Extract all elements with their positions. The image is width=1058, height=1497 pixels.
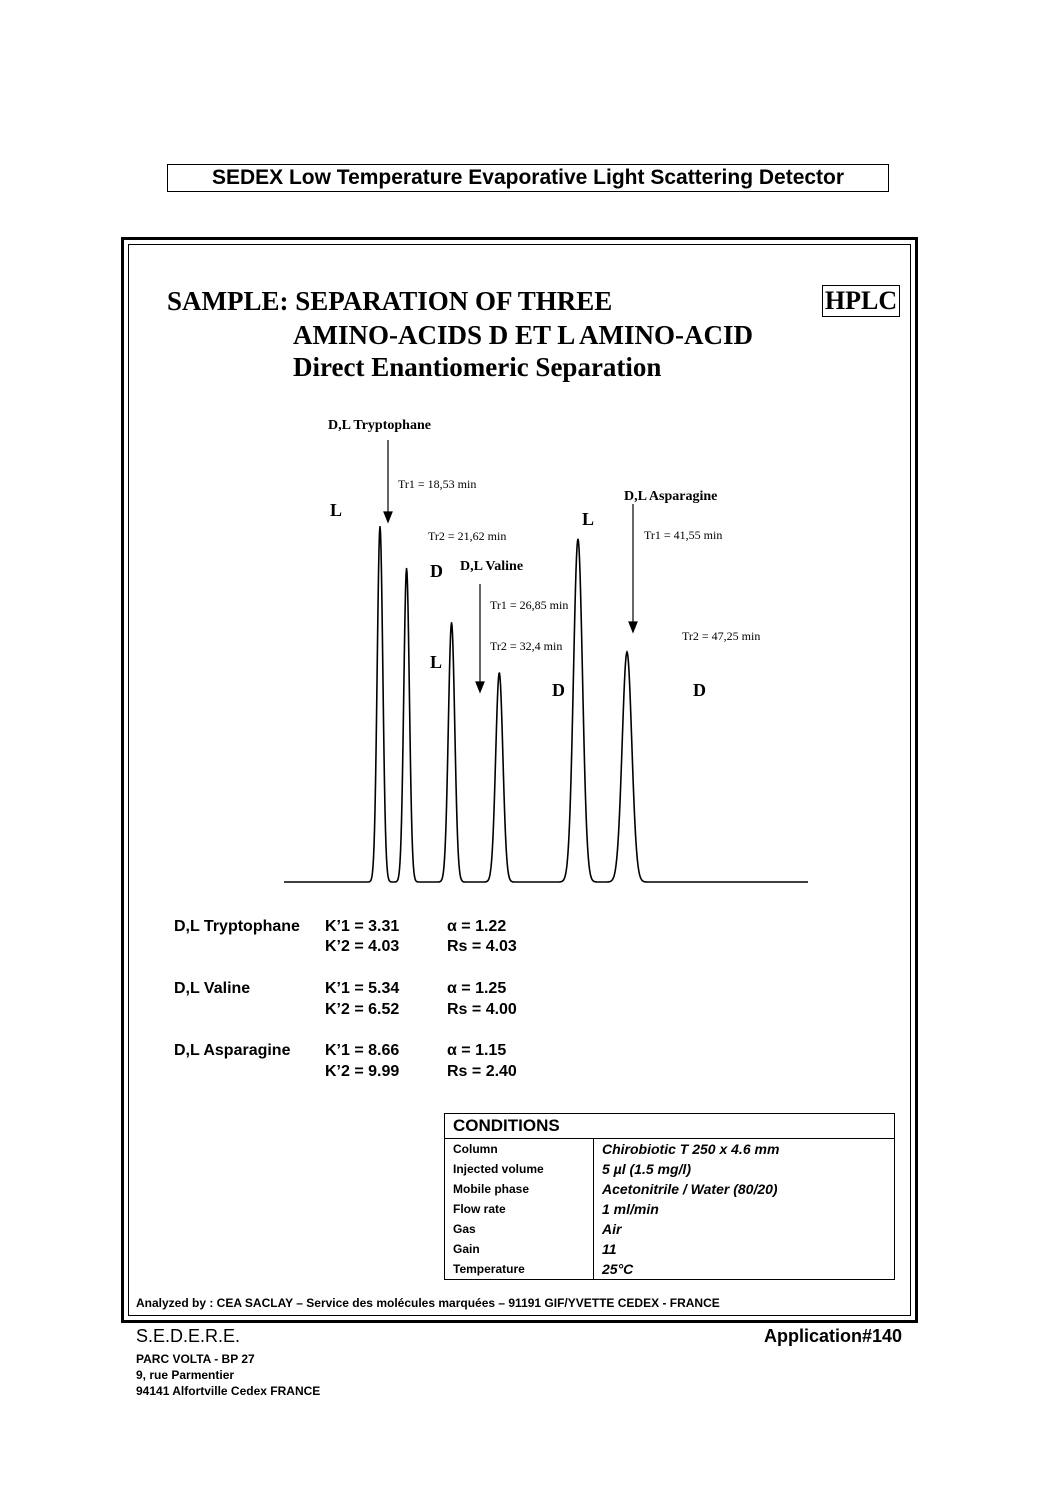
- result-rs: Rs = 4.03: [447, 938, 517, 955]
- asp-L-label: L: [582, 509, 595, 529]
- condition-value: Chirobiotic T 250 x 4.6 mm: [594, 1139, 895, 1160]
- table-row: [445, 1259, 895, 1280]
- result-k2: K’2 = 6.52: [325, 1001, 400, 1018]
- table-row: [445, 1219, 895, 1239]
- result-alpha: α = 1.15: [447, 1042, 507, 1059]
- peak-apex: [626, 651, 628, 653]
- asp-arrow-head: [629, 622, 637, 632]
- table-row: [445, 1239, 895, 1259]
- result-k2: K’2 = 4.03: [325, 938, 400, 955]
- val-D-label: D: [552, 680, 565, 700]
- result-k1: K’1 = 8.66: [325, 1042, 400, 1059]
- title-line-2: AMINO-ACIDS D ET L AMINO-ACID: [293, 320, 754, 350]
- condition-label: Column: [453, 1142, 498, 1156]
- peak-apex: [379, 526, 381, 528]
- analyzed-by: Analyzed by : CEA SACLAY – Service des molécules marquées – 91191 GIF/YVETTE CEDEX - FRANCE: [136, 1296, 720, 1310]
- hplc-badge: HPLC: [822, 285, 900, 317]
- condition-label: Mobile phase: [453, 1182, 530, 1196]
- asp-D-label: D: [693, 680, 706, 700]
- company-name: S.E.D.E.R.E.: [136, 1326, 241, 1346]
- condition-value: 11: [594, 1239, 895, 1259]
- result-name: D,L Asparagine: [174, 1042, 291, 1059]
- table-row: [445, 1199, 895, 1219]
- condition-label: Gain: [453, 1242, 480, 1256]
- val-name-label: D,L Valine: [460, 559, 524, 574]
- condition-value: 5 µl (1.5 mg/l): [594, 1159, 895, 1179]
- trp-arrow-head: [384, 512, 392, 522]
- val-L-label: L: [430, 652, 443, 672]
- chromatogram: [280, 404, 820, 894]
- result-alpha: α = 1.25: [447, 980, 507, 997]
- title-line-1: SAMPLE: SEPARATION OF THREE: [167, 286, 613, 316]
- result-k2: K’2 = 9.99: [325, 1063, 400, 1080]
- conditions-heading: CONDITIONS: [445, 1114, 895, 1139]
- asp-tr1-label: Tr1 = 41,55 min: [644, 528, 723, 542]
- peak-apex: [498, 672, 500, 674]
- condition-label: Flow rate: [453, 1202, 506, 1216]
- trp-tr2-label: Tr2 = 21,62 min: [428, 529, 507, 543]
- condition-label: Gas: [453, 1222, 476, 1236]
- val-arrow-head: [476, 682, 484, 692]
- asp-tr2-label: Tr2 = 47,25 min: [682, 629, 761, 643]
- table-row: [445, 1159, 895, 1179]
- result-rs: Rs = 4.00: [447, 1001, 517, 1018]
- result-k1: K’1 = 3.31: [325, 918, 400, 935]
- result-name: D,L Valine: [174, 980, 251, 997]
- condition-value: 1 ml/min: [594, 1199, 895, 1219]
- peak-apex: [406, 568, 408, 570]
- table-row: [445, 1139, 895, 1160]
- result-alpha: α = 1.22: [447, 918, 507, 935]
- condition-value: 25°C: [594, 1259, 895, 1280]
- condition-label: Temperature: [453, 1262, 525, 1276]
- condition-value: Acetonitrile / Water (80/20): [594, 1179, 895, 1199]
- address-line: 94141 Alfortville Cedex FRANCE: [136, 1384, 321, 1398]
- peak-apex: [451, 622, 453, 624]
- val-tr1-label: Tr1 = 26,85 min: [490, 598, 569, 612]
- trp-D-label: D: [430, 561, 443, 581]
- application-number: Application#140: [764, 1326, 903, 1346]
- address-line: PARC VOLTA - BP 27: [136, 1352, 255, 1366]
- chromatogram-trace: [284, 527, 808, 882]
- condition-value: Air: [594, 1219, 895, 1239]
- trp-name-label: D,L Tryptophane: [328, 418, 431, 433]
- document-banner: SEDEX Low Temperature Evaporative Light Scattering Detector: [167, 164, 889, 192]
- val-tr2-label: Tr2 = 32,4 min: [490, 639, 563, 653]
- condition-label: Injected volume: [453, 1162, 544, 1176]
- trp-L-label: L: [330, 500, 343, 520]
- asp-name-label: D,L Asparagine: [624, 489, 718, 504]
- result-name: D,L Tryptophane: [174, 918, 300, 935]
- result-rs: Rs = 2.40: [447, 1063, 517, 1080]
- result-k1: K’1 = 5.34: [325, 980, 400, 997]
- conditions-table: [444, 1113, 895, 1280]
- table-row: [445, 1179, 895, 1199]
- title-line-3: Direct Enantiomeric Separation: [293, 352, 662, 382]
- address-line: 9, rue Parmentier: [136, 1368, 235, 1382]
- trp-tr1-label: Tr1 = 18,53 min: [398, 477, 477, 491]
- peak-apex: [577, 538, 579, 540]
